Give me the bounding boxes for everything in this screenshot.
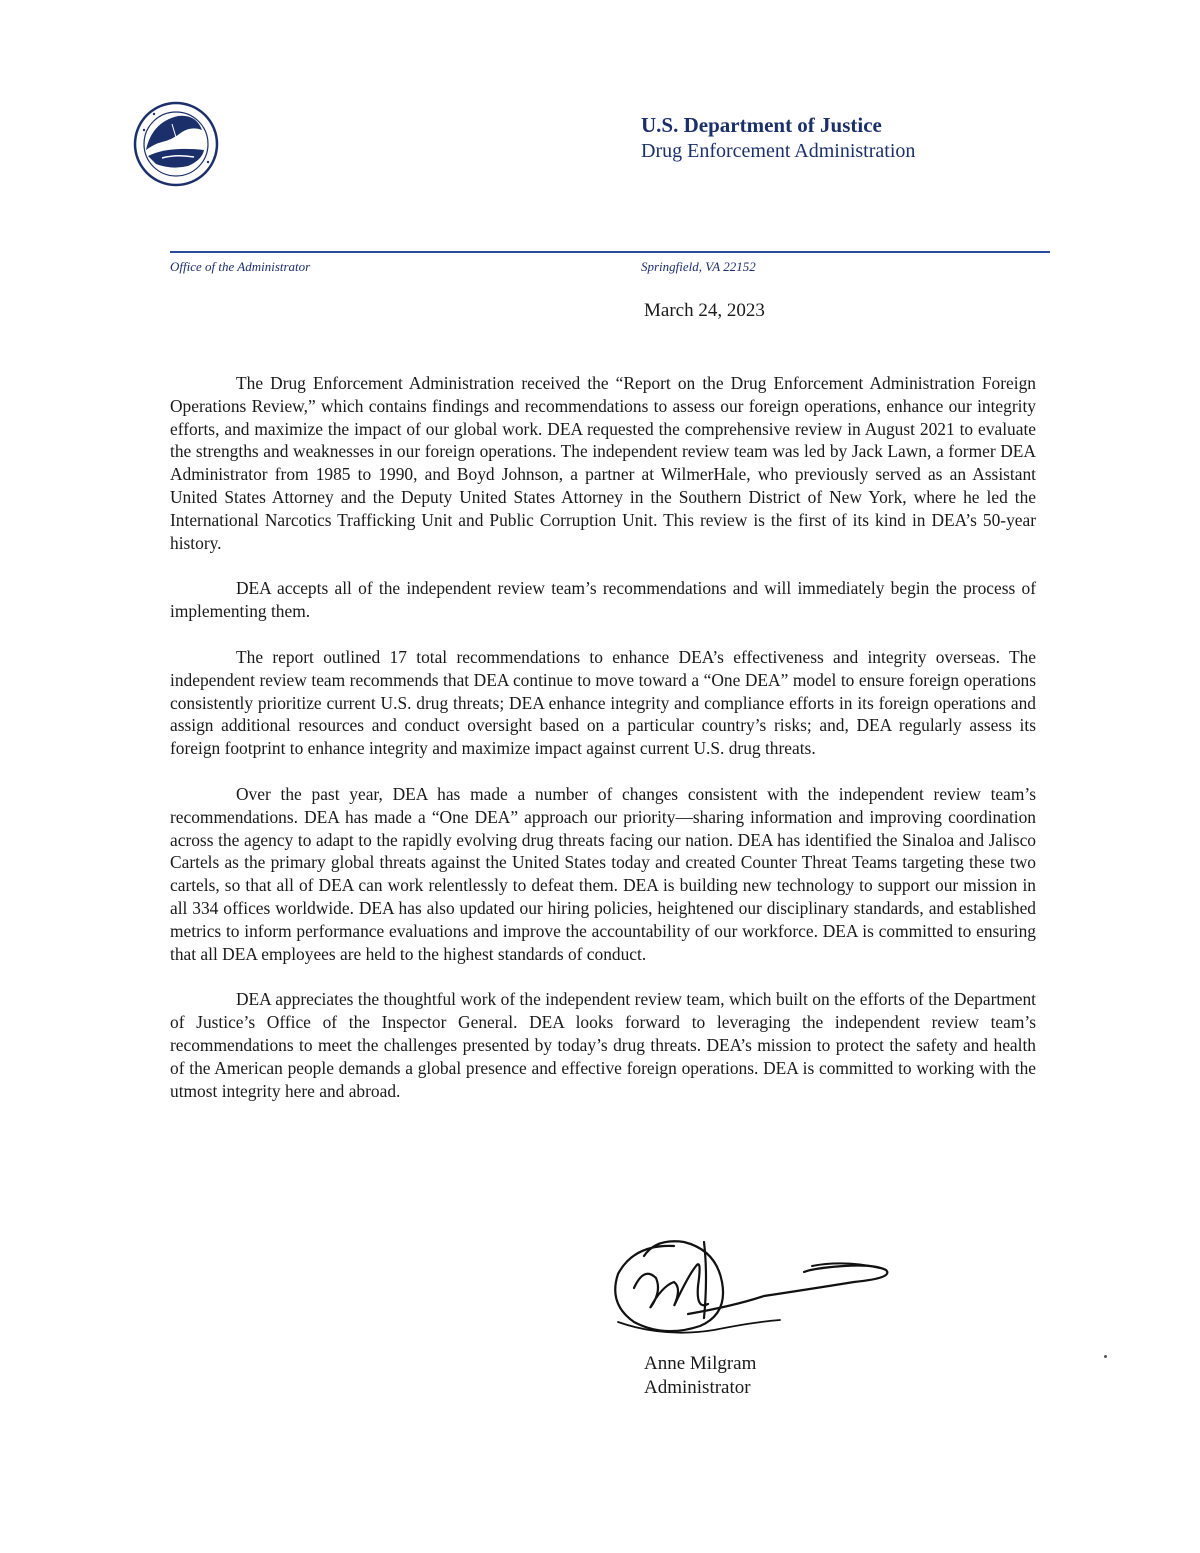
letter-date: March 24, 2023 — [644, 300, 765, 321]
paragraph-1: The Drug Enforcement Administration received the “Report on the Drug Enforcement Administration Foreign Operations Review,” which contains findings and recommendations to assess our foreign operations, enhance our integrity efforts, and maximize the impact of our global work. DEA requested the comprehensive review in August 2021 to evaluate the strengths and weaknesses in our foreign operations. The independent review team was led by Jack Lawn, a former DEA Administrator from 1985 to 1990, and Boyd Johnson, a partner at WilmerHale, who previously served as an Assistant United States Attorney and the Deputy United States Attorney in the Southern District of New York, where he led the International Narcotics Trafficking Unit and Public Corruption Unit. This review is the first of its kind in DEA’s 50-year history. — [170, 373, 1036, 553]
location-label: Springfield, VA 22152 — [641, 259, 756, 274]
agency-name: Drug Enforcement Administration — [641, 140, 916, 162]
signer-name: Anne Milgram — [644, 1353, 757, 1374]
letterhead — [641, 112, 1061, 164]
paragraph-2: DEA accepts all of the independent review team’s recommendations and will immediately begin the process of implementing them. — [170, 578, 1036, 622]
letterhead-rule — [170, 251, 1050, 253]
scan-speck — [1104, 1355, 1107, 1358]
paragraph-5: DEA appreciates the thoughtful work of the independent review team, which built on the efforts of the Department of Justice’s Office of the Inspector General. DEA looks forward to leveraging the independent review team’s recommendations to meet the challenges presented by today’s drug threats. DEA’s mission to protect the safety and health of the American people demands a global presence and effective foreign operations. DEA is committed to working with the utmost integrity here and abroad. — [170, 989, 1036, 1101]
office-label: Office of the Administrator — [170, 259, 311, 274]
letter-body — [170, 372, 1036, 1125]
signer-title: Administrator — [644, 1377, 751, 1398]
dea-seal-icon — [132, 100, 220, 188]
paragraph-4: Over the past year, DEA has made a number of changes consistent with the independent review team’s recommendations. DEA has made a “One DEA” approach our priority—sharing information and improving coordination across the agency to adapt to the rapidly evolving drug threats facing our nation. DEA has identified the Sinaloa and Jalisco Cartels as the primary global threats against the United States today and created Counter Threat Teams targeting these two cartels, so that all of DEA can work relentlessly to defeat them. DEA is building new technology to support our mission in all 334 offices worldwide. DEA has also updated our hiring policies, heightened our disciplinary standards, and established metrics to inform performance evaluations and improve the accountability of our workforce. DEA is committed to ensuring that all DEA employees are held to the highest standards of conduct. — [170, 783, 1036, 964]
department-name: U.S. Department of Justice — [641, 113, 882, 137]
signature-block — [644, 1352, 756, 1400]
handwritten-signature — [604, 1226, 904, 1356]
paragraph-3: The report outlined 17 total recommendations to enhance DEA’s effectiveness and integrity overseas. The independent review team recommends that DEA continue to move toward a “One DEA” model to ensure foreign operations consistently prioritize current U.S. drug threats; DEA enhance integrity and compliance efforts in its foreign operations and assign additional resources and conduct oversight based on a particular country’s risks; and, DEA regularly assess its foreign footprint to enhance integrity and maximize impact against current U.S. drug threats. — [170, 646, 1036, 759]
